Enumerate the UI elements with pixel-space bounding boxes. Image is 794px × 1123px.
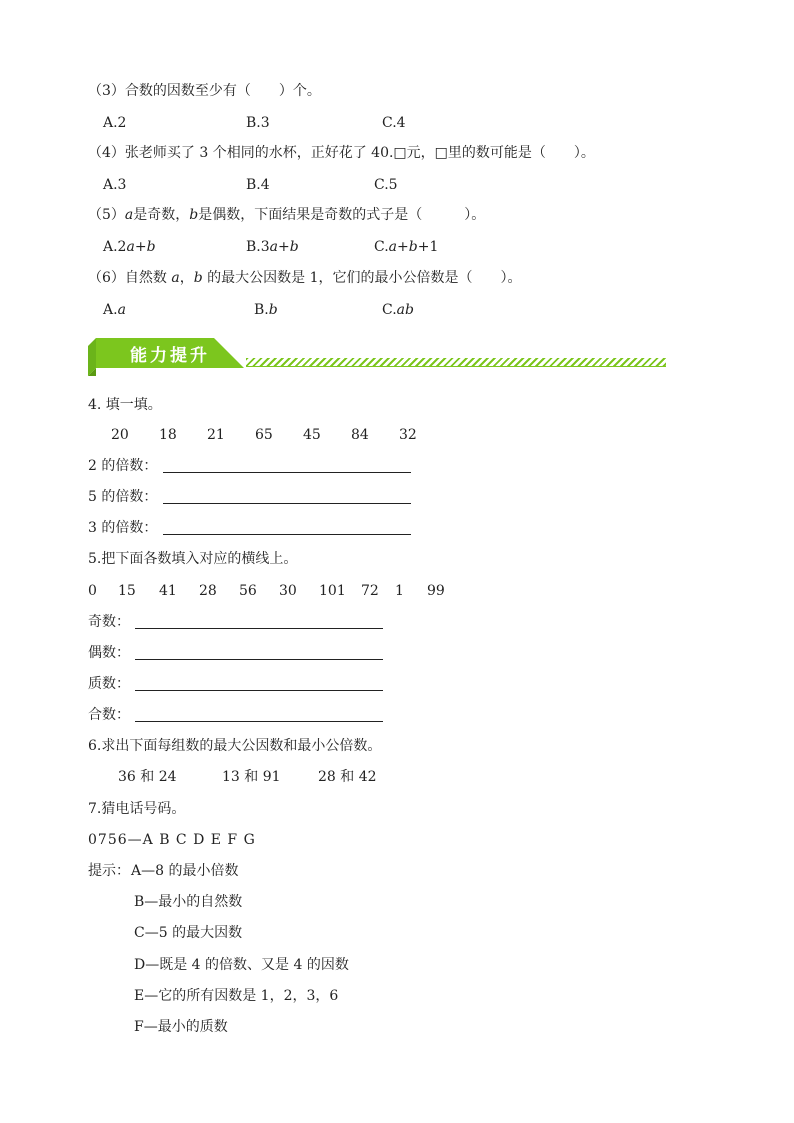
hint-label: 提示： — [88, 863, 130, 879]
number-group: 36 和 24 — [118, 769, 177, 785]
question-4b-title: 4. 填一填。 — [88, 397, 162, 413]
row-label: 2 的倍数： — [88, 458, 158, 474]
hint-item: D—既是 4 的倍数、又是 4 的因数 — [134, 957, 349, 973]
banner-rule — [246, 366, 666, 367]
hint-item: A—8 的最小倍数 — [131, 863, 239, 879]
option-b: B.3a+b — [246, 239, 299, 255]
number-list: 0 15 41 28 56 30 101 72 1 99 — [88, 583, 445, 599]
question-5-text: （5）a是奇数，b是偶数，下面结果是奇数的式子是（ ）。 — [88, 207, 486, 223]
option-b: B.b — [254, 302, 278, 318]
question-6-text: （6）自然数 a，b 的最大公因数是 1，它们的最小公倍数是（ ）。 — [88, 270, 522, 286]
question-3-text: （3）合数的因数至少有（ ）个。 — [88, 83, 321, 99]
option-b: B.4 — [246, 177, 270, 193]
row-label: 5 的倍数： — [88, 489, 158, 505]
hint-item: F—最小的质数 — [134, 1019, 228, 1035]
option-a: A.2a+b — [103, 239, 156, 255]
answer-line[interactable] — [135, 721, 383, 722]
row-label: 质数： — [88, 676, 130, 692]
option-a: A.a — [103, 302, 126, 318]
option-c: C.a+b+1 — [374, 239, 439, 255]
banner-title: 能力提升 — [130, 345, 210, 366]
question-6b-title: 6.求出下面每组数的最大公因数和最小公倍数。 — [88, 738, 382, 754]
hint-item: E—它的所有因数是 1，2，3，6 — [134, 988, 339, 1004]
answer-line[interactable] — [163, 534, 411, 535]
question-4-text: （4）张老师买了 3 个相同的水杯，正好花了 40.□元，□里的数可能是（ ）。 — [88, 145, 595, 161]
question-7-title: 7.猜电话号码。 — [88, 801, 186, 817]
section-banner — [88, 336, 668, 376]
row-label: 偶数： — [88, 645, 130, 661]
option-b: B.3 — [246, 115, 270, 131]
banner-hatch — [246, 358, 666, 366]
answer-line[interactable] — [135, 628, 383, 629]
answer-line[interactable] — [135, 690, 383, 691]
phone-number: 0756—A B C D E F G — [88, 832, 256, 848]
hint-item: C—5 的最大因数 — [134, 925, 243, 941]
number-list: 20 18 21 65 45 84 32 — [111, 427, 417, 443]
hint-item: B—最小的自然数 — [134, 894, 243, 910]
row-label: 合数： — [88, 707, 130, 723]
number-group: 28 和 42 — [318, 769, 377, 785]
option-a: A.3 — [103, 177, 127, 193]
row-label: 奇数： — [88, 614, 130, 630]
option-c: C.5 — [374, 177, 398, 193]
answer-line[interactable] — [163, 503, 411, 504]
option-c: C.ab — [382, 302, 414, 318]
answer-line[interactable] — [135, 659, 383, 660]
option-a: A.2 — [103, 115, 127, 131]
option-c: C.4 — [382, 115, 406, 131]
number-group: 13 和 91 — [222, 769, 281, 785]
row-label: 3 的倍数： — [88, 520, 158, 536]
question-5b-title: 5.把下面各数填入对应的横线上。 — [88, 551, 298, 567]
answer-line[interactable] — [163, 472, 411, 473]
